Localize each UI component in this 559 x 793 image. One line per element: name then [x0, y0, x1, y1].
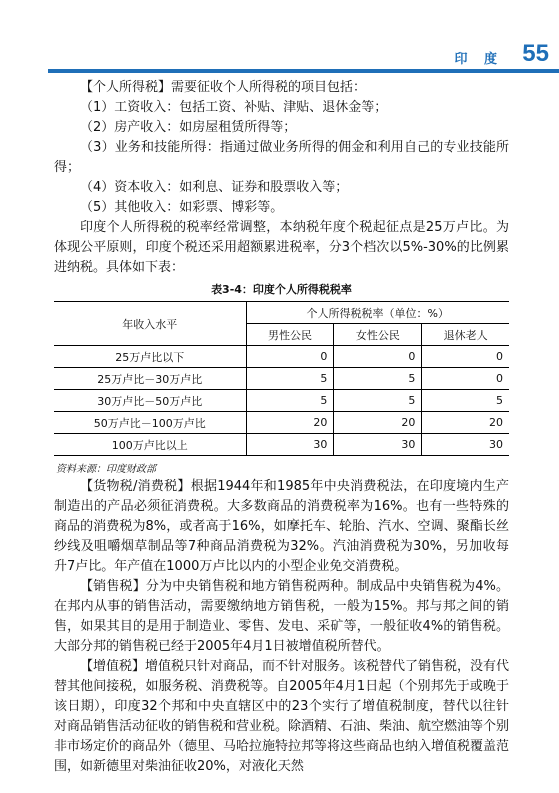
table-row	[54, 390, 509, 412]
header-female: 女性公民	[334, 324, 422, 346]
paragraph: 【增值税】增值税只针对商品，而不针对服务。该税替代了销售税，没有代替其他间接税，如服务税、消费税等。自2005年4月1日起（个别邦先于或晚于该日期），印度32个邦和中央直辖区中的23个实行了增值税制度，替代以往针对商品销售活动征收的销售税和营业税。除酒精、石油、柴油、航空燃油等个别非市场定价的商品外（德里、马哈拉施特拉邦等将这些商品也纳入增值税覆盖范围，如新德里对柴油征收20%，对液化天然	[54, 659, 510, 774]
rate-cell-male: 20	[246, 412, 334, 434]
income-level-cell: 50万卢比－100万卢比	[54, 412, 246, 434]
page-number: 55	[522, 40, 549, 67]
rate-cell-female: 5	[334, 368, 422, 390]
header-senior: 退休老人	[422, 324, 509, 346]
paragraph: 【个人所得税】需要征收个人所得税的项目包括：	[80, 80, 367, 95]
header-income-level: 年收入水平	[54, 302, 246, 346]
paragraph: （2）房产收入：如房屋租赁所得等；	[80, 120, 297, 135]
paragraph: （5）其他收入：如彩票、博彩等。	[80, 200, 284, 215]
page-header	[48, 40, 559, 70]
header-rule	[48, 69, 559, 73]
income-level-cell: 100万卢比以上	[54, 434, 246, 456]
table-row	[54, 434, 509, 456]
rate-cell-female: 20	[334, 412, 422, 434]
income-level-cell: 25万卢比－30万卢比	[54, 368, 246, 390]
rate-cell-male: 5	[246, 390, 334, 412]
tax-rate-table	[54, 301, 509, 456]
table-row	[54, 346, 509, 368]
rate-cell-senior: 5	[422, 390, 509, 412]
rate-cell-male: 5	[246, 368, 334, 390]
rate-cell-senior: 30	[422, 434, 509, 456]
rate-cell-male: 0	[246, 346, 334, 368]
table-source-note: 资料来源：印度财政部	[56, 464, 156, 475]
paragraph: 印度个人所得税的税率经常调整，本纳税年度个税起征点是25万卢比。为体现公平原则，印度个税还采用超额累进税率，分3个档次以5%-30%的比例累进纳税。具体如下表：	[54, 220, 509, 275]
paragraph: （1）工资收入：包括工资、补贴、津贴、退休金等；	[80, 100, 388, 115]
rate-cell-senior: 0	[422, 346, 509, 368]
running-title: 印 度	[454, 52, 503, 67]
paragraph: 【货物税/消费税】根据1944年和1985年中央消费税法，在印度境内生产制造出的产品必须征消费税。大多数商品的消费税率为16%。也有一些特殊的商品的消费税为8%，或者高于16%，如摩托车、轮胎、汽水、空调、聚酯长丝纱线及咀嚼烟草制品等7种商品消费税为32%。汽油消费税为30%，另加收每升7卢比。年产值在1000万卢比以内的小型企业免交消费税。	[54, 479, 509, 574]
rate-cell-senior: 20	[422, 412, 509, 434]
table-header-row	[54, 302, 509, 324]
income-level-cell: 25万卢比以下	[54, 346, 246, 368]
paragraph: （3）业务和技能所得：指通过做业务所得的佣金和利用自己的专业技能所得；	[54, 140, 509, 175]
intro-section	[54, 78, 509, 278]
table-row	[54, 368, 509, 390]
tax-section	[54, 477, 509, 777]
rate-cell-female: 30	[334, 434, 422, 456]
page-body	[54, 78, 509, 777]
paragraph: （4）资本收入：如利息、证券和股票收入等；	[80, 180, 349, 195]
table-row	[54, 412, 509, 434]
header-male: 男性公民	[246, 324, 334, 346]
rate-cell-female: 5	[334, 390, 422, 412]
income-level-cell: 30万卢比－50万卢比	[54, 390, 246, 412]
rate-cell-senior: 0	[422, 368, 509, 390]
header-rate-group: 个人所得税税率（单位：%）	[246, 302, 509, 324]
rate-cell-male: 30	[246, 434, 334, 456]
table-caption: 表3-4：印度个人所得税税率	[211, 283, 352, 296]
rate-cell-female: 0	[334, 346, 422, 368]
paragraph: 【销售税】分为中央销售税和地方销售税两种。制成品中央销售税为4%。在邦内从事的销售活动，需要缴纳地方销售税，一般为15%。邦与邦之间的销售，如果其目的是用于制造业、零售、发电、采矿等，一般征收4%的销售税。大部分邦的销售税已经于2005年4月1日被增值税所替代。	[54, 579, 509, 654]
